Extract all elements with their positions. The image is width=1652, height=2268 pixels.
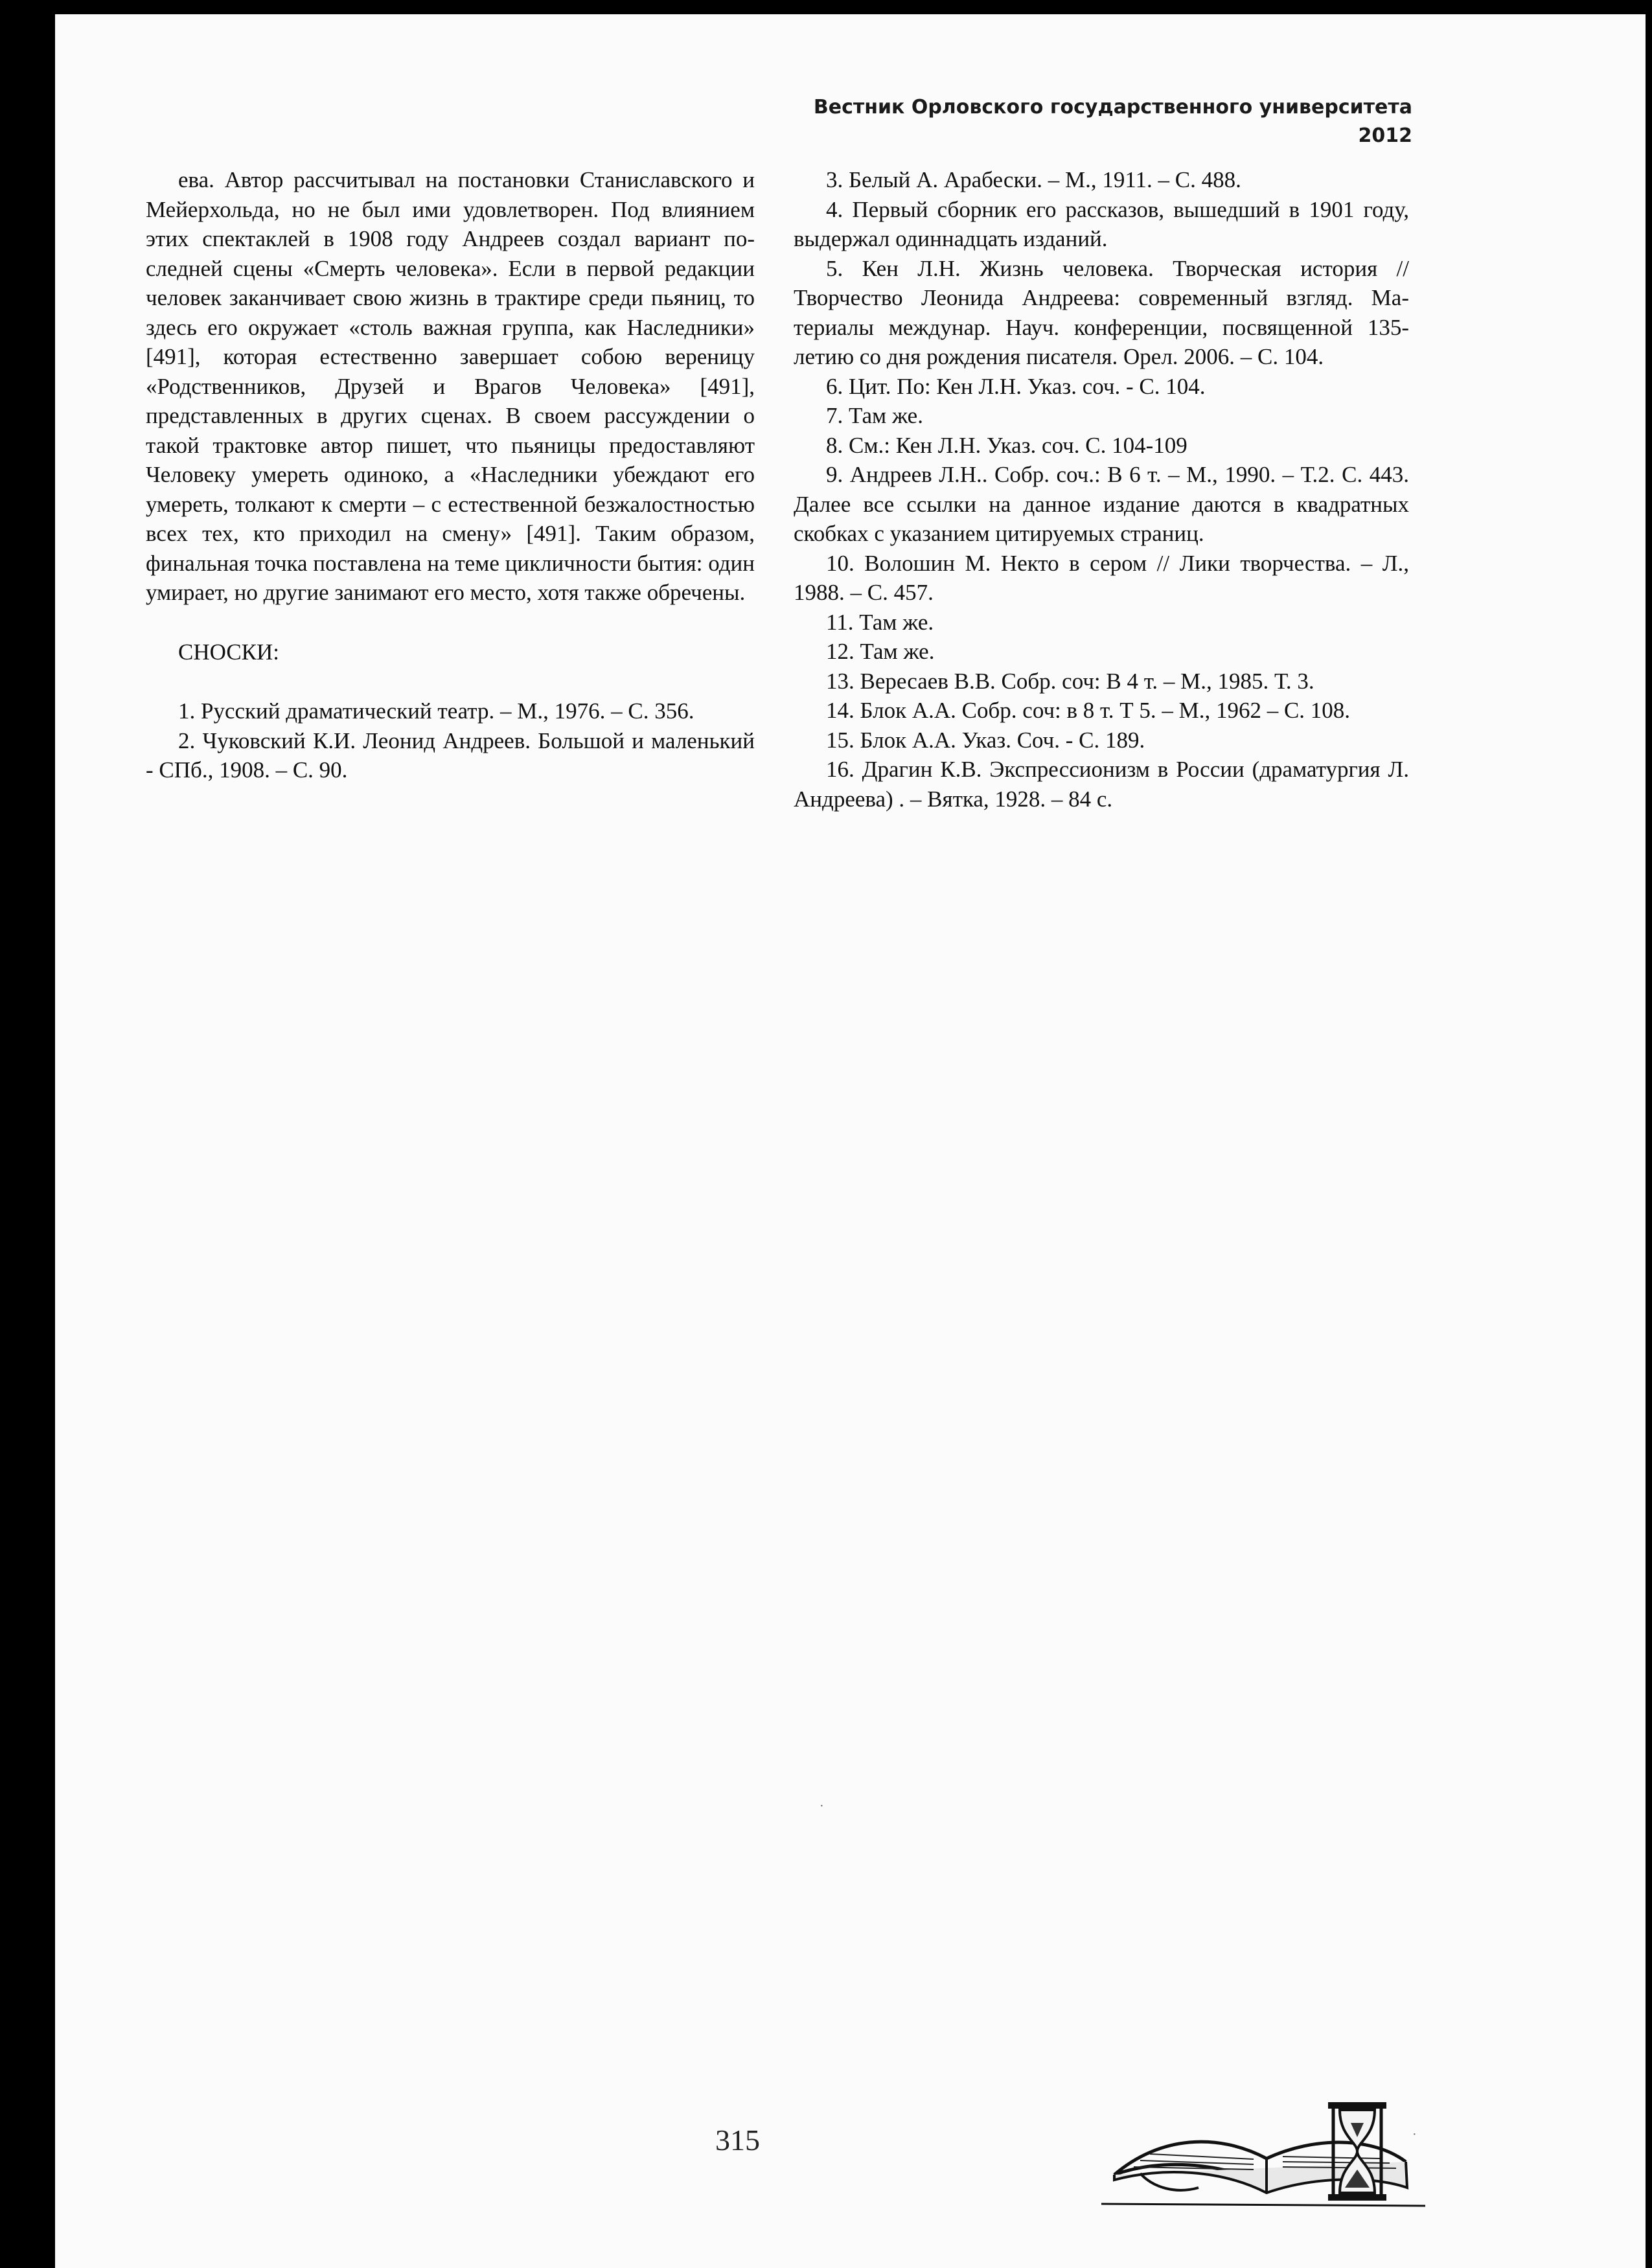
open-book-hourglass-icon bbox=[1101, 2097, 1438, 2210]
journal-year: 2012 bbox=[1358, 124, 1412, 147]
page-number: 315 bbox=[715, 2124, 760, 2157]
scan-speck: · bbox=[820, 1799, 824, 1813]
footnote-15: 15. Блок А.А. Указ. Соч. - С. 189. bbox=[826, 727, 1145, 753]
footnote-10: 10. Волошин М. Некто в сером // Лики творчества. – Л., 1988. – С. 457. bbox=[794, 550, 1409, 605]
left-column bbox=[146, 165, 755, 785]
body-paragraph: ева. Автор рассчитывал на постановки Станиславского и Мейерхольда, но не был ими удовлетворен. Под влиянием этих спектаклей в 1908 году Андреев создал вариант последней сцены «Смерть человека». Если в первой редакции человек заканчивает свою жизнь в трактире среди пьяниц, то здесь его окружает «столь важная группа, как Наследники» [491], которая естественно завершает собою вереницу «Родственников, Друзей и Врагов Человека» [491], представленных в других сценах. В своем рассуждении о такой трактовке автор пишет, что пьяницы предоставляют Человеку умереть одиноко, а «Наследники убеждают его умереть, толкают к смерти – с естественной безжалостностью всех тех, кто приходил на смену» [491]. Таким образом, финальная точка поставлена на теме цикличности бытия: один умирает, но другие занимают его место, хотя также обречены. bbox=[146, 167, 755, 605]
journal-title: Вестник Орловского государственного университета bbox=[813, 96, 1412, 119]
footnote-8: 8. См.: Кен Л.Н. Указ. соч. С. 104-109 bbox=[826, 432, 1187, 458]
footnote-14: 14. Блок А.А. Собр. соч: в 8 т. Т 5. – М., 1962 – С. 108. bbox=[826, 698, 1351, 723]
footnote-11: 11. Там же. bbox=[826, 609, 934, 635]
footnotes-heading: СНОСКИ: bbox=[178, 639, 280, 665]
right-column bbox=[794, 165, 1409, 814]
footnote-5: 5. Кен Л.Н. Жизнь человека. Творческая история // Творчество Леонида Андреева: современный взгляд. Материалы междунар. Науч. конференции, посвященной 135-летию со дня рождения писателя. Орел. 2006. – С. 104. bbox=[794, 255, 1409, 369]
footnote-7: 7. Там же. bbox=[826, 403, 923, 428]
document-page bbox=[55, 14, 1646, 2268]
journal-header bbox=[814, 93, 1412, 150]
footnote-6: 6. Цит. По: Кен Л.Н. Указ. соч. - С. 104. bbox=[826, 373, 1206, 399]
footnote-9: 9. Андреев Л.Н.. Собр. соч.: В 6 т. – М., 1990. – Т.2. С. 443. Далее все ссылки на данное издание даются в квадратных скобках с указанием цитируемых страниц. bbox=[794, 462, 1409, 546]
footnote-1: 1. Русский драматический театр. – М., 1976. – С. 356. bbox=[178, 698, 694, 724]
scan-speck: · bbox=[1412, 2127, 1417, 2142]
footnote-12: 12. Там же. bbox=[826, 639, 935, 664]
footnote-13: 13. Вересаев В.В. Собр. соч: В 4 т. – М., 1985. Т. 3. bbox=[826, 668, 1314, 694]
footnote-16: 16. Драгин К.В. Экспрессионизм в России (драматургия Л. Андреева) . – Вятка, 1928. – 84 с. bbox=[794, 757, 1409, 812]
footnote-2: 2. Чуковский К.И. Леонид Андреев. Большой и маленький - СПб., 1908. – С. 90. bbox=[146, 727, 755, 783]
footnote-4: 4. Первый сборник его рассказов, вышедший в 1901 году, выдержал одиннадцать изданий. bbox=[794, 196, 1409, 251]
footnote-3: 3. Белый А. Арабески. – М., 1911. – С. 488. bbox=[826, 167, 1241, 192]
